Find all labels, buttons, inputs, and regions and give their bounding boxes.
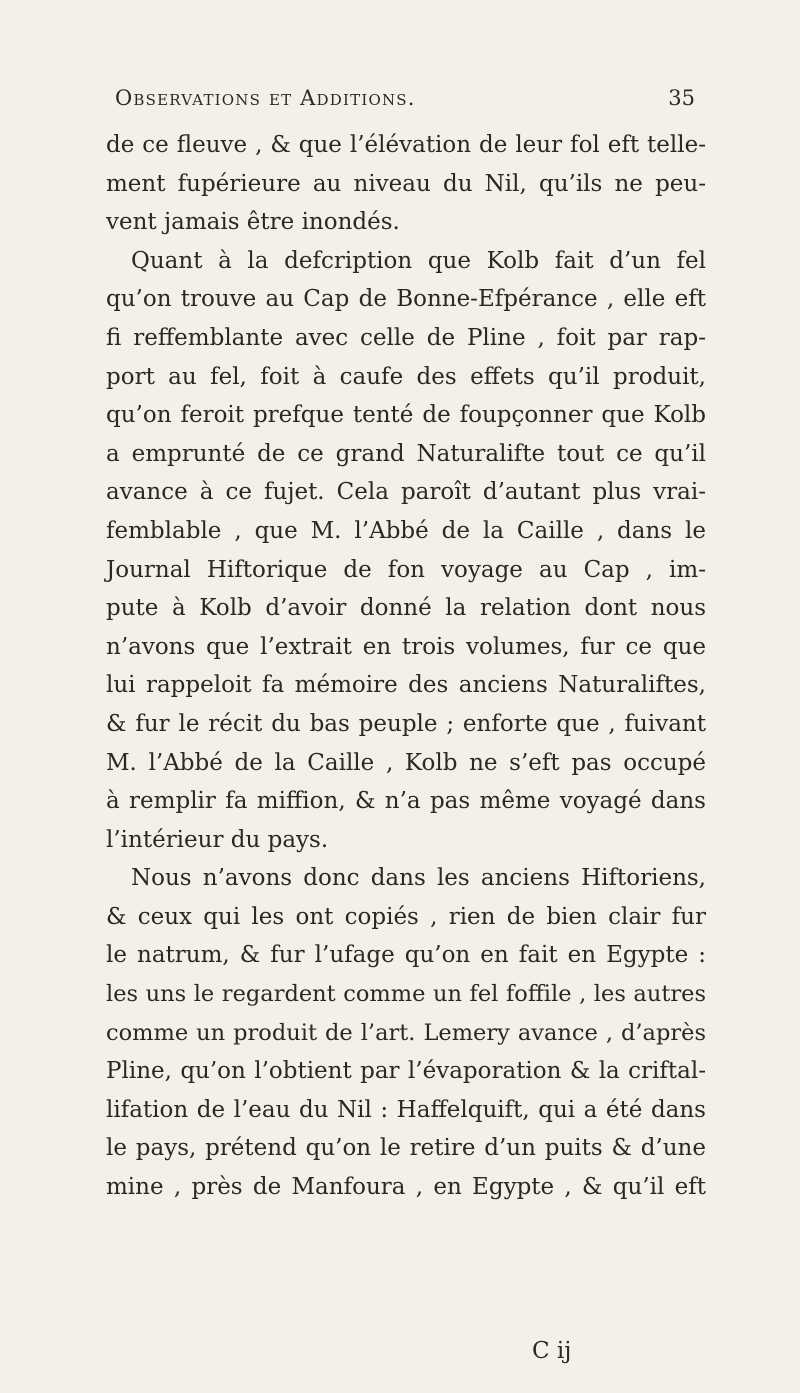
- text-line: fi reffemblante avec celle de Pline , foit par rap-: [106, 324, 706, 351]
- text-line: M. l’Abbé de la Caille , Kolb ne s’eft pas occupé: [106, 749, 706, 776]
- text-line: a emprunté de ce grand Naturalifte tout ce qu’il: [106, 440, 706, 467]
- text-line: avance à ce fujet. Cela paroît d’autant plus vrai-: [106, 479, 706, 506]
- text-line: qu’on feroit prefque tenté de foupçonner que Kolb: [106, 402, 706, 429]
- text-line: Quant à la defcription que Kolb fait d’un fel: [131, 247, 706, 274]
- text-line: Journal Hiftorique de fon voyage au Cap , im-: [106, 556, 706, 583]
- text-line: lifation de l’eau du Nil : Haffelquift, qui a été dans: [106, 1096, 706, 1123]
- text-line: le natrum, & fur l’ufage qu’on en fait en Egypte :: [106, 942, 706, 969]
- text-line: & ceux qui les ont copiés , rien de bien clair fur: [106, 903, 706, 930]
- page-header: [115, 86, 695, 120]
- text-line: lui rappeloit fa mémoire des anciens Naturaliftes,: [106, 672, 706, 699]
- text-line: Nous n’avons donc dans les anciens Hiftoriens,: [131, 865, 706, 892]
- text-line: vent jamais être inondés.: [106, 209, 400, 236]
- text-line: pute à Kolb d’avoir donné la relation dont nous: [106, 595, 706, 622]
- text-line: n’avons que l’extrait en trois volumes, fur ce que: [106, 633, 706, 660]
- text-line: les uns le regardent comme un fel foffile , les autres: [106, 981, 706, 1008]
- text-line: le pays, prétend qu’on le retire d’un puits & d’une: [106, 1135, 706, 1162]
- text-line: l’intérieur du pays.: [106, 826, 329, 853]
- text-line: comme un produit de l’art. Lemery avance , d’après: [106, 1019, 706, 1046]
- text-line: port au fel, foit à caufe des effets qu’il produit,: [106, 363, 706, 390]
- text-line: & fur le récit du bas peuple ; enforte que , fuivant: [106, 710, 706, 737]
- text-line: de ce fleuve , & que l’élévation de leur fol eft telle-: [106, 132, 706, 158]
- text-line: mine , près de Manfoura , en Egypte , & qu’il eft: [106, 1174, 706, 1201]
- running-title: Observations et Additions.: [115, 86, 416, 110]
- text-line: ment fupérieure au niveau du Nil, qu’ils ne peu-: [106, 170, 706, 197]
- signature-mark: C ij: [532, 1338, 572, 1364]
- text-line: à remplir fa miffion, & n’a pas même voyagé dans: [106, 788, 706, 815]
- text-line: Pline, qu’on l’obtient par l’évaporation & la criftal-: [106, 1058, 706, 1085]
- text-line: femblable , que M. l’Abbé de la Caille , dans le: [106, 517, 706, 544]
- page-number: 35: [668, 86, 695, 110]
- text-line: qu’on trouve au Cap de Bonne-Efpérance , elle eft: [106, 286, 706, 313]
- body-text: [106, 126, 706, 1207]
